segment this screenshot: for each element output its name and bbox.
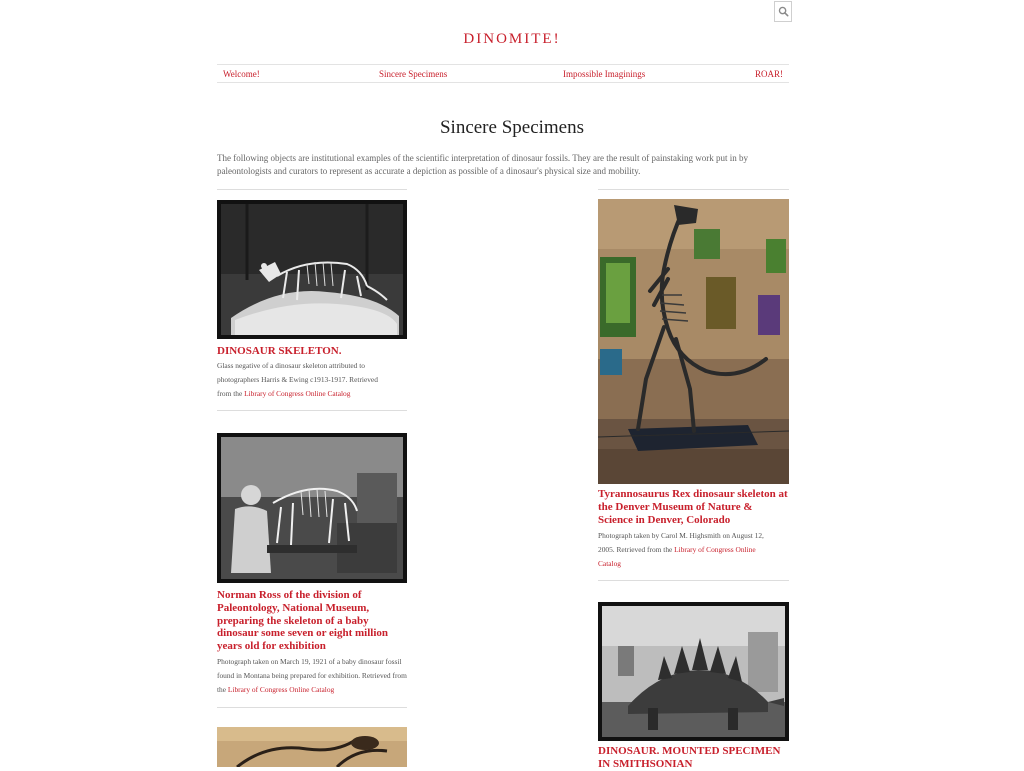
specimen-description xyxy=(217,655,412,697)
main-nav xyxy=(217,64,789,83)
specimen-title[interactable]: DINOSAUR. MOUNTED SPECIMEN IN SMITHSONIAN xyxy=(598,745,781,770)
page-title: Sincere Specimens xyxy=(439,117,585,138)
loc-catalog-link[interactable]: Library of Congress Online Catalog xyxy=(227,685,335,694)
search-button[interactable] xyxy=(774,1,792,22)
specimen-photo[interactable] xyxy=(598,199,789,484)
divider xyxy=(598,580,789,581)
search-icon xyxy=(778,6,789,17)
divider xyxy=(598,189,789,190)
description-text: Photograph taken by Carol M. Highsmith on August 12, 2005. Retrieved from the xyxy=(598,531,764,554)
specimen-photo[interactable] xyxy=(217,433,407,583)
description-text: Glass negative of a dinosaur skeleton attributed to photographers Harris & Ewing c1913-1917. Retrieved from the xyxy=(217,361,378,398)
loc-catalog-link[interactable]: Library of Congress Online Catalog xyxy=(244,389,351,398)
nav-item-roar[interactable]: ROAR! xyxy=(754,69,783,79)
divider xyxy=(217,410,407,411)
description-text: Photograph taken on March 19, 1921 of a baby dinosaur fossil found in Montana being prepared for exhibition. Retrieved from the xyxy=(217,657,407,694)
specimen-photo[interactable] xyxy=(598,602,789,741)
specimen-title[interactable]: DINOSAUR SKELETON. xyxy=(217,345,342,357)
specimen-description xyxy=(598,529,778,571)
specimen-title[interactable]: Norman Ross of the division of Paleontology, National Museum, preparing the skeleton of a baby dinosaur some seven or eight million years old for exhibition xyxy=(217,589,389,653)
divider xyxy=(217,707,407,708)
specimen-description xyxy=(217,359,387,401)
divider xyxy=(217,189,407,190)
site-title[interactable]: DINOMITE! xyxy=(463,31,561,47)
specimen-photo[interactable] xyxy=(217,727,407,767)
specimen-title[interactable]: Tyrannosaurus Rex dinosaur skeleton at the Denver Museum of Nature & Science in Denver, Colorado xyxy=(598,488,788,526)
nav-item-impossible[interactable]: Impossible Imaginings xyxy=(563,69,646,79)
nav-item-welcome[interactable]: Welcome! xyxy=(223,69,260,79)
nav-item-sincere[interactable]: Sincere Specimens xyxy=(379,69,448,79)
specimen-photo[interactable] xyxy=(217,200,407,339)
page-intro: The following objects are institutional examples of the scientific interpretation of dinosaur fossils. They are the result of painstaking work put in by paleontologists and curators to represent as accurate a depiction as possible of a dinosaur's physical size and mobility. xyxy=(217,153,748,176)
loc-catalog-link[interactable]: Library of Congress Online Catalog xyxy=(598,545,756,568)
